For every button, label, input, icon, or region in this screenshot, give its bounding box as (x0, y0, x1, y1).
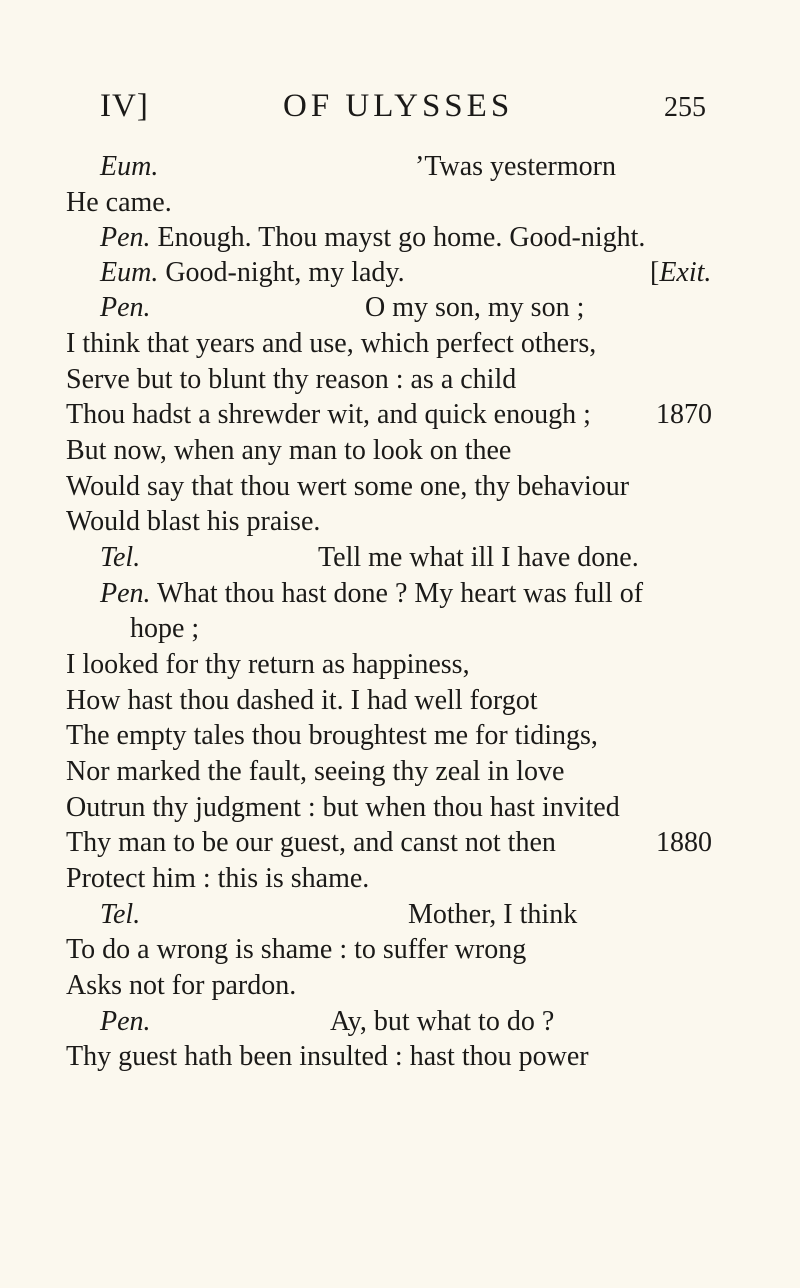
speech-line (66, 719, 598, 753)
speech-line (100, 256, 405, 290)
speech-line (66, 933, 526, 967)
verse-text: What thou hast done ? My heart was full of (157, 578, 644, 609)
verse-text: Thy man to be our guest, and canst not then (66, 827, 556, 858)
verse-text: Enough. Thou mayst go home. Good-night. (157, 222, 646, 253)
speech-line (66, 969, 296, 1003)
speech-line (100, 291, 151, 325)
verse-text: I looked for thy return as happiness, (66, 649, 470, 680)
speech-line (66, 398, 591, 432)
speaker-label: Pen. (100, 1006, 151, 1037)
verse-text (365, 291, 584, 325)
speaker-label: Pen. (100, 578, 151, 609)
verse-text: Would say that thou wert some one, thy behaviour (66, 471, 630, 502)
speech-line (66, 684, 538, 718)
verse-text (408, 898, 577, 932)
speaker-label: Pen. (100, 222, 151, 253)
speech-line (130, 612, 199, 646)
stage-direction-bracket: [ (650, 257, 660, 288)
speech-line (66, 505, 320, 539)
verse-text: Outrun thy judgment : but when thou hast invited (66, 792, 620, 823)
speech-line (100, 898, 140, 932)
verse-text: Nor marked the fault, seeing thy zeal in love (66, 756, 565, 787)
verse-text: Good-night, my lady. (165, 257, 405, 288)
verse-text: Thou hadst a shrewder wit, and quick enough ; (66, 399, 591, 430)
speaker-label: Tel. (100, 542, 141, 573)
speech-line (66, 1040, 589, 1074)
speaker-label: Tel. (100, 899, 141, 930)
speech-line (66, 755, 564, 789)
speaker-label: Eum. (100, 257, 159, 288)
line-number: 1870 (656, 399, 712, 430)
speech-line (100, 541, 140, 575)
verse-text: Ay, but what to do ? (330, 1006, 555, 1037)
verse-text: To do a wrong is shame : to suffer wrong (66, 934, 527, 965)
speech-line (66, 648, 470, 682)
speech-line (66, 434, 511, 468)
speech-line (66, 862, 369, 896)
speech-line (100, 1005, 151, 1039)
page-number: 255 (664, 92, 706, 123)
verse-text (415, 150, 616, 184)
speech-line (66, 826, 556, 860)
speech-line (66, 470, 629, 504)
verse-text: Thy guest hath been insulted : hast thou power (66, 1041, 589, 1072)
verse-text: The empty tales thou broughtest me for tidings, (66, 720, 598, 751)
verse-text: I think that years and use, which perfect others, (66, 328, 597, 359)
stage-direction-text: Exit. (659, 257, 712, 288)
speech-line (100, 221, 645, 255)
speech-line (100, 150, 158, 184)
running-title: OF ULYSSES (283, 88, 514, 124)
verse-text: He came. (66, 187, 172, 218)
verse-text: Would blast his praise. (66, 506, 321, 537)
speech-line (66, 363, 516, 397)
verse-text: Protect him : this is shame. (66, 863, 370, 894)
verse-text (318, 541, 639, 575)
verse-text: How hast thou dashed it. I had well forgot (66, 685, 538, 716)
verse-text: Mother, I think (408, 899, 578, 930)
line-number: 1880 (656, 827, 712, 858)
speech-line (100, 577, 643, 611)
verse-text: Tell me what ill I have done. (318, 542, 639, 573)
verse-text: Asks not for pardon. (66, 970, 297, 1001)
verse-text: But now, when any man to look on thee (66, 435, 512, 466)
verse-text (330, 1005, 554, 1039)
verse-text: Serve but to blunt thy reason : as a child (66, 364, 517, 395)
speech-line (66, 791, 620, 825)
verse-text: hope ; (130, 613, 200, 644)
speech-line (66, 186, 172, 220)
speaker-label: Pen. (100, 292, 151, 323)
section-number: IV] (100, 88, 149, 124)
speaker-label: Eum. (100, 151, 159, 182)
stage-direction (650, 256, 711, 290)
verse-text: ’Twas yestermorn (415, 151, 616, 182)
running-header (100, 88, 706, 134)
speech-line (66, 327, 596, 361)
verse-text: O my son, my son ; (365, 292, 585, 323)
